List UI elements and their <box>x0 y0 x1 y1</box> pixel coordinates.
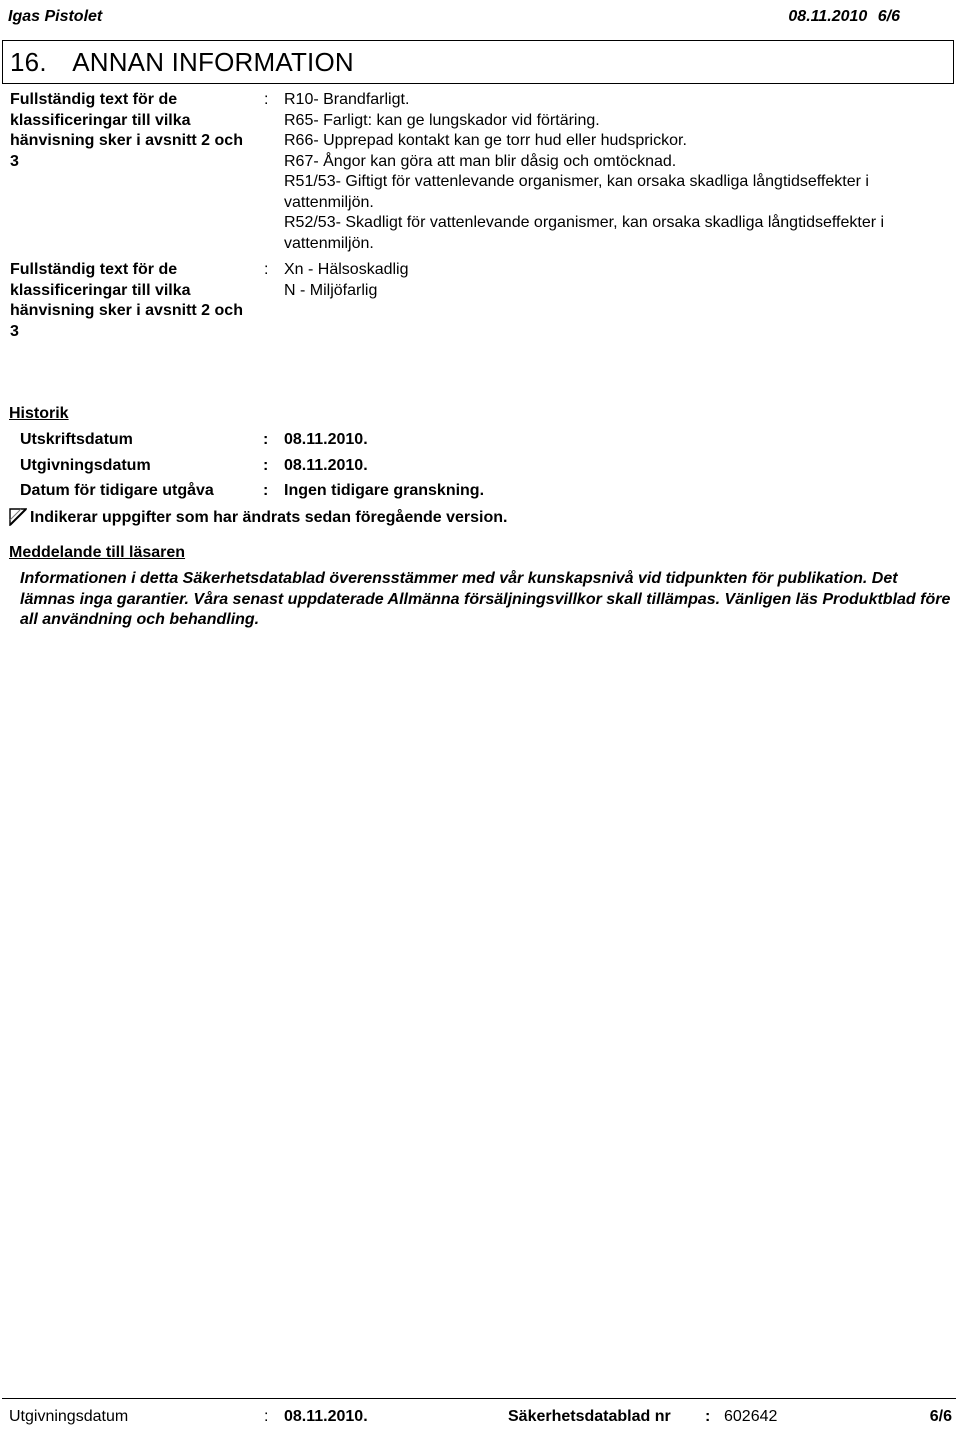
section-title-text: ANNAN INFORMATION <box>72 47 354 77</box>
header-date-page <box>788 8 900 26</box>
history-heading: Historik <box>9 405 69 422</box>
history-label-issue-date: Utgivningsdatum <box>20 457 151 474</box>
footer-page: 6/6 <box>929 1408 952 1425</box>
r-phrase-line: R51/53- Giftigt för vattenlevande organismer, kan orsaka skadliga långtidseffekter i <box>284 173 869 190</box>
r-phrase-line: vattenmiljön. <box>284 193 374 211</box>
classification-label-1: Fullständig text för de klassificeringar till vilka hänvisning sker i avsnitt 2 och 3 <box>10 91 243 170</box>
document-product-name: Igas Pistolet <box>8 8 103 25</box>
reader-notice-text: Informationen i detta Säkerhetsdatablad överensstämmer med vår kunskapsnivå vid tidpunkten för publikation. Det lämnas inga garantier. Våra senast uppdaterade Allmänna försäljningsvillkor skall tillämpas. Vänligen läs Produktblad före all användning och behandling. <box>20 570 951 628</box>
r-phrase-line: R66- Upprepad kontakt kan ge torr hud eller hudsprickor. <box>284 132 687 149</box>
classification-label-2: Fullständig text för de klassificeringar till vilka hänvisning sker i avsnitt 2 och 3 <box>10 261 243 340</box>
r-phrase-line: R67- Ångor kan göra att man blir dåsig och omtöcknad. <box>284 152 677 170</box>
r-phrase-line: R65- Farligt: kan ge lungskador vid förtäring. <box>284 111 600 129</box>
history-colon: : <box>263 431 269 448</box>
section-number: 16. <box>10 47 47 77</box>
change-indicator-text: Indikerar uppgifter som har ändrats sedan föregående version. <box>30 509 508 526</box>
section-title <box>10 47 354 78</box>
classification-colon-1: : <box>264 91 269 108</box>
reader-notice-heading: Meddelande till läsaren <box>9 544 186 561</box>
footer-divider <box>2 1398 956 1399</box>
classification-colon-2: : <box>264 261 269 278</box>
history-value-issue-date: 08.11.2010. <box>284 457 368 474</box>
history-value-print-date: 08.11.2010. <box>284 431 368 448</box>
footer-sds-number: 602642 <box>724 1408 778 1425</box>
header-date: 08.11.2010 <box>788 8 868 25</box>
footer-sds-colon: : <box>705 1408 711 1425</box>
header-page: 6/6 <box>877 8 900 25</box>
change-indicator-icon <box>9 508 27 526</box>
history-value-previous-date: Ingen tidigare granskning. <box>284 482 485 499</box>
r-phrase-line: R10- Brandfarligt. <box>284 91 410 108</box>
footer-issue-label: Utgivningsdatum <box>9 1408 129 1425</box>
history-label-previous-date: Datum för tidigare utgåva <box>20 482 214 499</box>
r-phrase-line: R52/53- Skadligt för vattenlevande organismer, kan orsaka skadliga långtidseffekter i <box>284 214 885 231</box>
footer-sds-label: Säkerhetsdatablad nr <box>508 1408 671 1425</box>
history-label-print-date: Utskriftsdatum <box>20 431 133 448</box>
history-colon: : <box>263 457 269 474</box>
classification-values-1 <box>284 90 954 254</box>
hazard-symbol-line: Xn - Hälsoskadlig <box>284 261 409 278</box>
footer-issue-colon: : <box>264 1408 269 1425</box>
history-colon: : <box>263 482 269 499</box>
classification-values-2 <box>284 260 954 301</box>
hazard-symbol-line: N - Miljöfarlig <box>284 281 378 299</box>
footer-issue-date: 08.11.2010. <box>284 1408 368 1425</box>
r-phrase-line: vattenmiljön. <box>284 234 374 252</box>
